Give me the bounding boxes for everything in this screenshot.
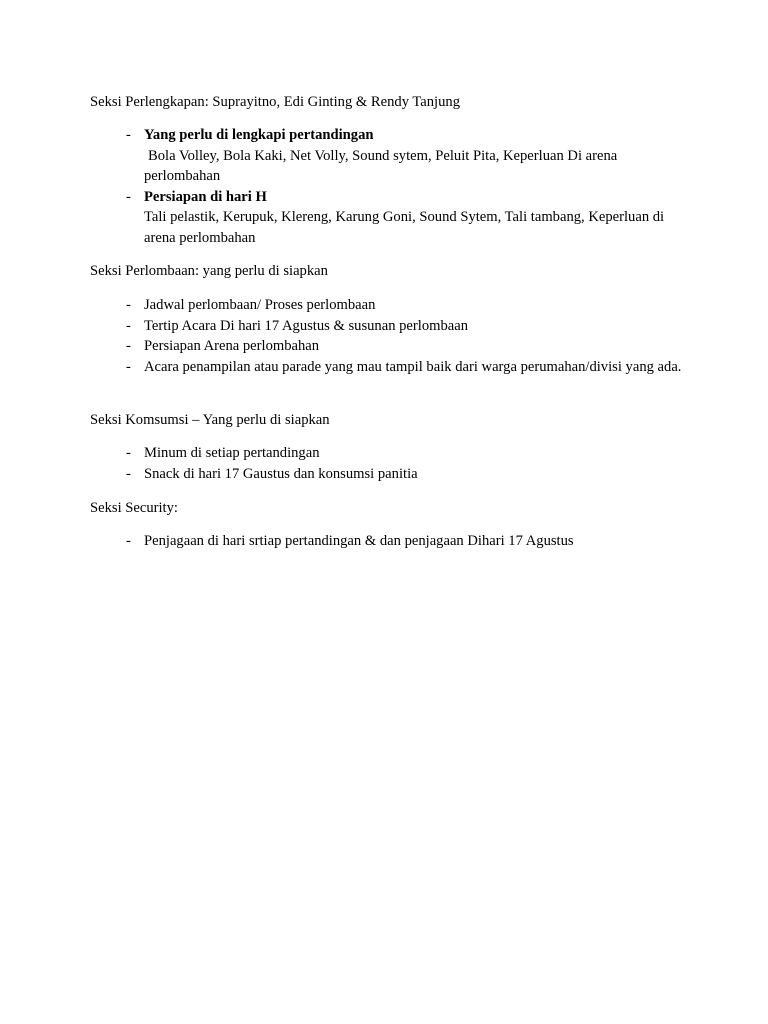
list-item	[126, 357, 686, 378]
item-detail: Tali pelastik, Kerupuk, Klereng, Karung Goni, Sound Sytem, Tali tambang, Keperluan di arena perlombahan	[144, 209, 665, 246]
komsumsi-list	[126, 443, 686, 484]
item-text: Minum di setiap pertandingan	[144, 445, 320, 461]
list-item	[126, 336, 686, 357]
item-text: Tertip Acara Di hari 17 Agustus & susunan perlombaan	[144, 317, 469, 334]
list-item	[126, 443, 686, 464]
section-title: Seksi Komsumsi – Yang perlu di siapkan	[90, 412, 330, 428]
list-item	[126, 295, 686, 316]
item-detail: Bola Volley, Bola Kaki, Net Volly, Sound sytem, Peluit Pita, Keperluan Di arena perlombahan	[144, 147, 618, 184]
section-title: Seksi Security:	[90, 500, 178, 516]
list-item	[126, 187, 686, 249]
section-title: Seksi Perlengkapan: Suprayitno, Edi Ginting & Rendy Tanjung	[90, 94, 461, 110]
list-item	[126, 125, 686, 187]
bullet-dash: -	[126, 533, 131, 549]
section-perlengkapan	[90, 92, 690, 113]
bullet-dash: -	[126, 465, 131, 482]
bullet-dash: -	[126, 297, 131, 313]
bullet-dash: -	[126, 317, 131, 334]
bullet-dash: -	[126, 127, 131, 143]
list-item	[126, 531, 686, 552]
item-text: Persiapan Arena perlombahan	[144, 338, 320, 354]
section-perlombaan	[90, 261, 690, 282]
section-security	[90, 498, 690, 519]
item-text: Penjagaan di hari srtiap pertandingan & dan penjagaan Dihari 17 Agustus	[144, 533, 574, 549]
perlengkapan-list	[126, 125, 686, 248]
section-title: Seksi Perlombaan: yang perlu di siapkan	[90, 263, 328, 279]
security-list	[126, 531, 686, 552]
item-heading: Persiapan di hari H	[144, 188, 267, 205]
item-text: Snack di hari 17 Gaustus dan konsumsi panitia	[144, 465, 418, 482]
item-heading: Yang perlu di lengkapi pertandingan	[144, 127, 374, 143]
list-item	[126, 464, 686, 485]
list-item	[126, 316, 686, 337]
bullet-dash: -	[126, 188, 131, 205]
item-text: Acara penampilan atau parade yang mau tampil baik dari warga perumahan/divisi yang ada.	[144, 358, 682, 375]
item-text: Jadwal perlombaan/ Proses perlombaan	[144, 297, 376, 313]
bullet-dash: -	[126, 445, 131, 461]
section-komsumsi	[90, 410, 690, 431]
bullet-dash: -	[126, 358, 131, 375]
perlombaan-list	[126, 295, 686, 377]
bullet-dash: -	[126, 338, 131, 354]
